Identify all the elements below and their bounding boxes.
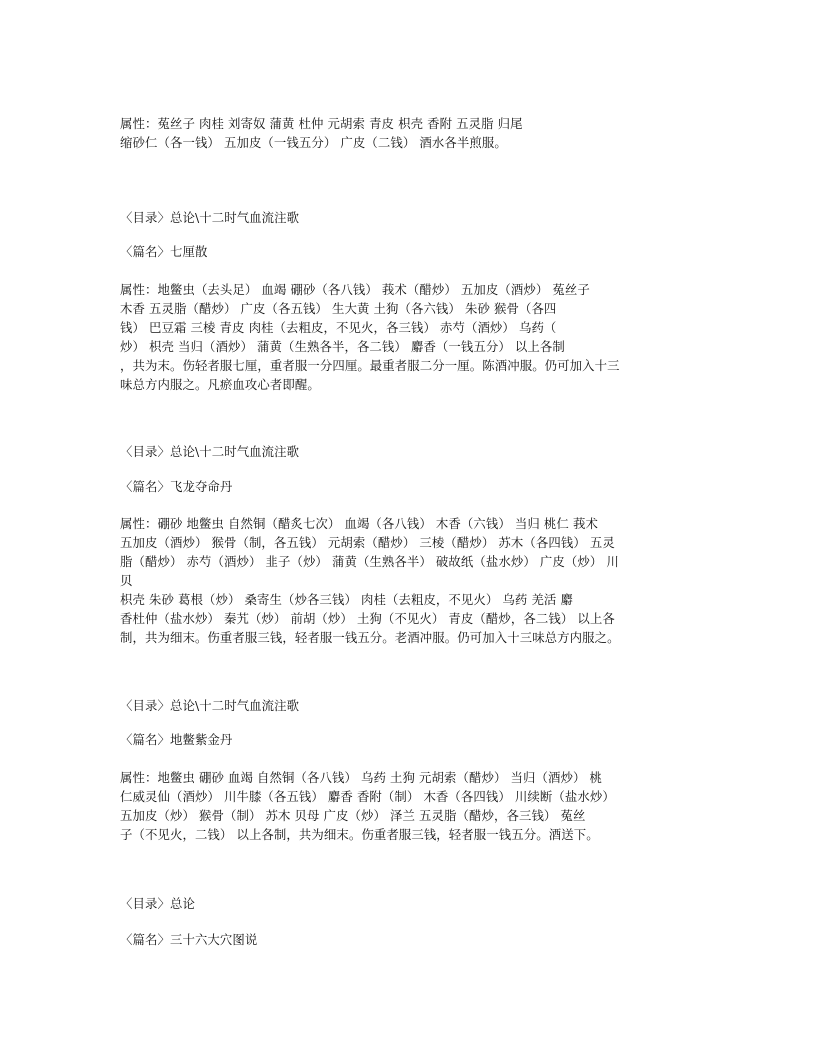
section-1-body xyxy=(120,280,700,394)
text-line: 枳壳 朱砂 葛根（炒） 桑寄生（炒各三钱） 肉桂（去粗皮，不见火） 乌药 羌活 麝 xyxy=(120,592,573,607)
text-line: 五加皮（炒） 猴骨（制） 苏木 贝母 广皮（炒） 泽兰 五灵脂（醋炒，各三钱） 菟丝 xyxy=(120,808,586,823)
section-1-catalog: 〈目录〉总论\十二时气血流注歌 xyxy=(120,210,300,225)
text-line: 属性：硼砂 地鳖虫 自然铜（醋炙七次） 血竭（各八钱） 木香（六钱） 当归 桃仁 莪术 xyxy=(120,516,598,531)
text-line: 缩砂仁（各一钱） 五加皮（一钱五分） 广皮（二钱） 酒水各半煎服。 xyxy=(120,135,507,150)
section-3-title: 〈篇名〉地鳖紫金丹 xyxy=(120,732,233,747)
text-line: 钱） 巴豆霜 三棱 青皮 肉桂（去粗皮，不见火，各三钱） 赤芍（酒炒） 乌药（ xyxy=(120,320,557,335)
section-2-body xyxy=(120,514,700,647)
text-line: 香杜仲（盐水炒） 秦艽（炒） 前胡（炒） 土狗（不见火） 青皮（醋炒，各二钱） 以上各 xyxy=(120,611,615,626)
text-line: 制，共为细末。伤重者服三钱，轻者服一钱五分。老酒冲服。仍可加入十三味总方内服之。 xyxy=(120,630,620,645)
text-line: 贝 xyxy=(120,573,133,588)
text-line: ，共为末。伤轻者服七厘，重者服一分四厘。最重者服二分一厘。陈酒冲服。仍可加入十三 xyxy=(120,358,620,373)
text-line: 仁威灵仙（酒炒） 川牛膝（各五钱） 麝香 香附（制） 木香（各四钱） 川续断（盐水炒） xyxy=(120,789,615,804)
section-3-body xyxy=(120,768,700,844)
text-line: 脂（醋炒） 赤芍（酒炒） 韭子（炒） 蒲黄（生熟各半） 破故纸（盐水炒） 广皮（炒） 川 xyxy=(120,554,619,569)
text-line: 炒） 枳壳 当归（酒炒） 蒲黄（生熟各半，各二钱） 麝香（一钱五分） 以上各制 xyxy=(120,339,565,354)
text-line: 木香 五灵脂（醋炒） 广皮（各五钱） 生大黄 土狗（各六钱） 朱砂 猴骨（各四 xyxy=(120,301,557,316)
section-2-title: 〈篇名〉飞龙夺命丹 xyxy=(120,479,233,494)
text-line: 属性：地鳖虫 硼砂 血竭 自然铜（各八钱） 乌药 土狗 元胡索（醋炒） 当归（酒炒） 桃 xyxy=(120,770,602,785)
text-line: 五加皮（酒炒） 猴骨（制，各五钱） 元胡索（醋炒） 三棱（醋炒） 苏木（各四钱） 五灵 xyxy=(120,535,615,550)
text-line: 子（不见火，二钱） 以上各制，共为细末。伤重者服三钱，轻者服一钱五分。酒送下。 xyxy=(120,827,599,842)
section-2-catalog: 〈目录〉总论\十二时气血流注歌 xyxy=(120,444,300,459)
text-line: 属性：菟丝子 肉桂 刘寄奴 蒲黄 杜仲 元胡索 青皮 枳壳 香附 五灵脂 归尾 xyxy=(120,116,523,131)
section-4-catalog: 〈目录〉总论 xyxy=(120,896,195,911)
section-1-title: 〈篇名〉七厘散 xyxy=(120,244,208,259)
section-3-catalog: 〈目录〉总论\十二时气血流注歌 xyxy=(120,698,300,713)
section-0-body xyxy=(120,114,700,152)
text-line: 味总方内服之。凡瘀血攻心者即醒。 xyxy=(120,377,320,392)
text-line: 属性：地鳖虫（去头足） 血竭 硼砂（各八钱） 莪术（醋炒） 五加皮（酒炒） 菟丝子 xyxy=(120,282,590,297)
section-4-title: 〈篇名〉三十六大穴图说 xyxy=(120,932,258,947)
